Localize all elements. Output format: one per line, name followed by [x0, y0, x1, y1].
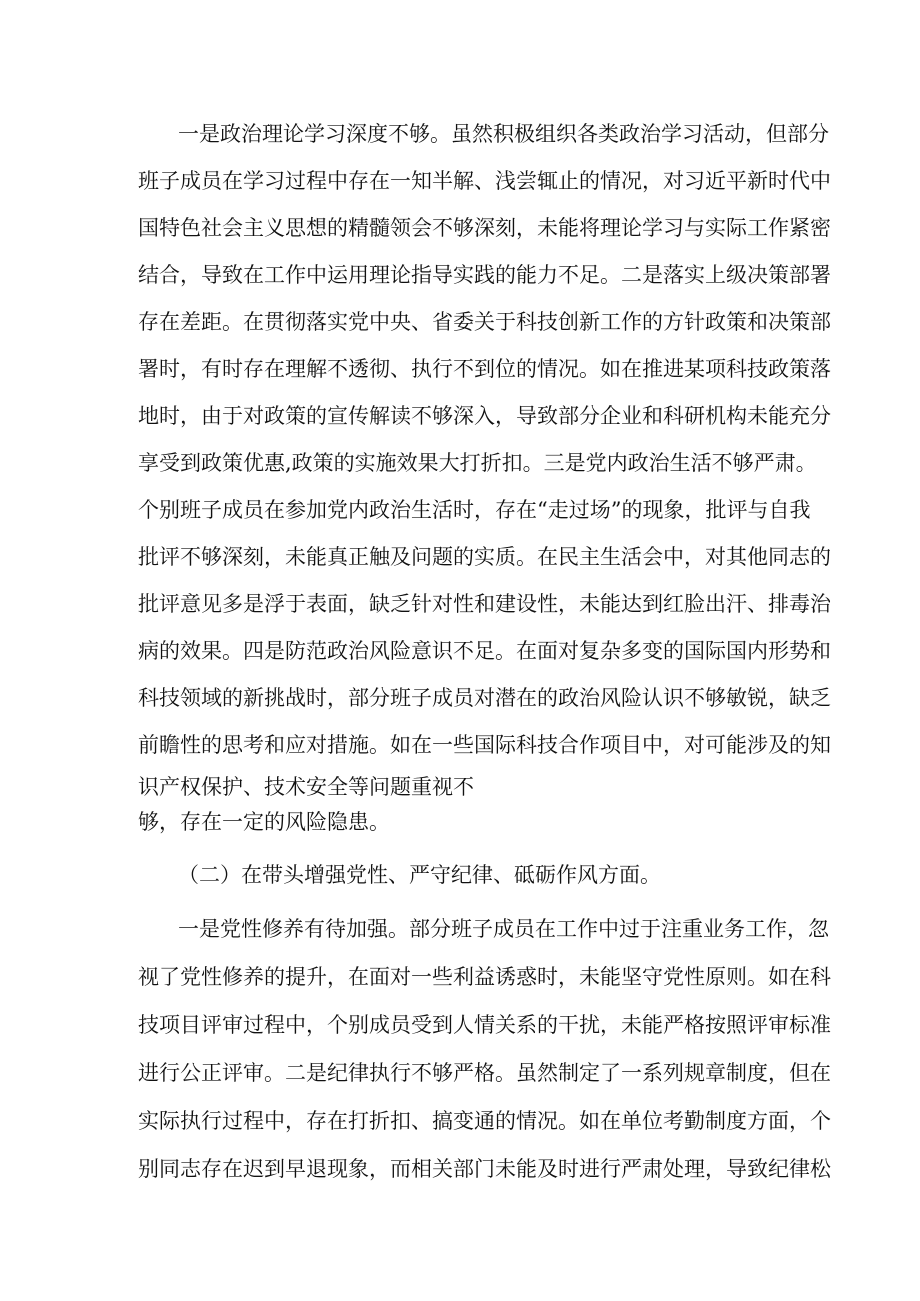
paragraph-line: 批评意见多是浮于表面，缺乏针对性和建设性，未能达到红脸出汗、排毒治: [138, 592, 831, 616]
paragraph-line: 前瞻性的思考和应对措施。如在一些国际科技合作项目中，对可能涉及的知: [138, 733, 831, 757]
section-heading: （二）在带头增强党性、严守纪律、砥砺作风方面。: [178, 863, 661, 887]
paragraph-line: 结合，导致在工作中运用理论指导实践的能力不足。二是落实上级决策部署: [138, 263, 831, 287]
paragraph-line: 别同志存在迟到早退现象，而相关部门未能及时进行严肃处理，导致纪律松: [138, 1157, 831, 1181]
paragraph-line: 国特色社会主义思想的精髓领会不够深刻，未能将理论学习与实际工作紧密: [138, 216, 831, 240]
paragraph-line: 够，存在一定的风险隐患。: [138, 810, 390, 834]
paragraph-line: 批评不够深刻，未能真正触及问题的实质。在民主生活会中，对其他同志的: [138, 545, 831, 569]
paragraph-line: 地时，由于对政策的宣传解读不够深入，导致部分企业和科研机构未能充分: [138, 404, 831, 428]
paragraph-line: 视了党性修养的提升，在面对一些利益诱惑时，未能坚守党性原则。如在科: [138, 965, 831, 989]
paragraph-line: 存在差距。在贯彻落实党中央、省委关于科技创新工作的方针政策和决策部: [138, 310, 831, 334]
paragraph-line: 科技领域的新挑战时，部分班子成员对潜在的政治风险认识不够敏锐，缺乏: [138, 686, 831, 710]
paragraph-line: 一是政治理论学习深度不够。虽然积极组织各类政治学习活动，但部分: [178, 122, 829, 146]
paragraph-line: 进行公正评审。二是纪律执行不够严格。虽然制定了一系列规章制度，但在: [138, 1061, 831, 1085]
paragraph-line: 署时，有时存在理解不透彻、执行不到位的情况。如在推进某项科技政策落: [138, 357, 831, 381]
paragraph-line: 识产权保护、技术安全等问题重视不: [138, 775, 474, 799]
paragraph-line: 一是党性修养有待加强。部分班子成员在工作中过于注重业务工作，忽: [178, 917, 829, 941]
paragraph-line: 享受到政策优惠,政策的实施效果大打折扣。三是党内政治生活不够严肃。: [138, 451, 817, 475]
paragraph-line: 实际执行过程中，存在打折扣、搞变通的情况。如在单位考勤制度方面，个: [138, 1109, 831, 1133]
paragraph-line: 技项目评审过程中，个别成员受到人情关系的干扰，未能严格按照评审标准: [138, 1013, 831, 1037]
paragraph-line: 个别班子成员在参加党内政治生活时，存在“走过场”的现象，批评与自我: [138, 498, 811, 522]
paragraph-line: 班子成员在学习过程中存在一知半解、浅尝辄止的情况，对习近平新时代中: [138, 169, 831, 193]
paragraph-line: 病的效果。四是防范政治风险意识不足。在面对复杂多变的国际国内形势和: [138, 639, 831, 663]
